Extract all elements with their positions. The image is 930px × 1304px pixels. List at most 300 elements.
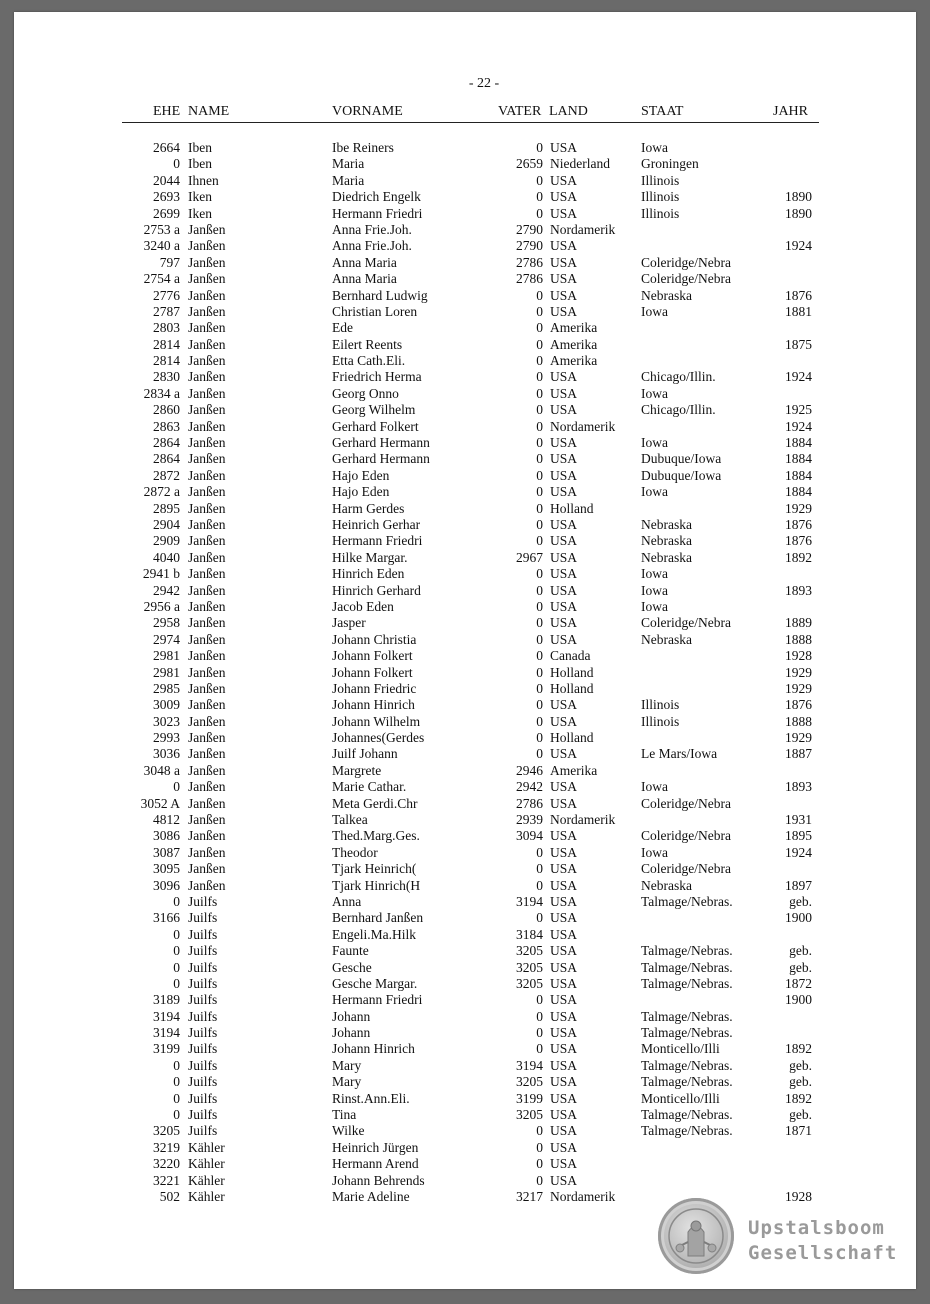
cell-staat: Talmage/Nebras.: [641, 975, 733, 991]
cell-name: Janßen: [188, 861, 226, 877]
table-row: [14, 1173, 916, 1189]
cell-land: USA: [550, 533, 578, 549]
cell-land: USA: [550, 877, 578, 893]
cell-vorname: Christian Loren: [332, 303, 418, 319]
cell-name: Janßen: [188, 435, 226, 451]
cell-vorname: Gerhard Hermann: [332, 451, 430, 467]
cell-jahr: 1900: [785, 910, 812, 926]
header-staat: STAAT: [641, 104, 684, 119]
cell-land: USA: [550, 1008, 578, 1024]
cell-staat: Iowa: [641, 303, 668, 319]
cell-land: USA: [550, 1057, 578, 1073]
cell-staat: Groningen: [641, 156, 699, 172]
table-row: [14, 632, 916, 648]
cell-vater: 2786: [516, 795, 543, 811]
cell-staat: Talmage/Nebras.: [641, 1107, 733, 1123]
table-row: [14, 665, 916, 681]
cell-ehe: 2830: [153, 369, 180, 385]
cell-ehe: 2981: [153, 664, 180, 680]
cell-ehe: 4812: [153, 812, 180, 828]
cell-vorname: Friedrich Herma: [332, 369, 422, 385]
cell-ehe: 2787: [153, 303, 180, 319]
cell-vater: 3205: [516, 943, 543, 959]
cell-vorname: Hermann Arend: [332, 1156, 419, 1172]
cell-staat: Iowa: [641, 566, 668, 582]
cell-land: USA: [550, 205, 578, 221]
cell-land: Nordamerik: [550, 812, 616, 828]
cell-staat: Nebraska: [641, 877, 692, 893]
cell-vater: 2946: [516, 762, 543, 778]
cell-ehe: 2693: [153, 189, 180, 205]
cell-vorname: Gerhard Folkert: [332, 418, 419, 434]
cell-vorname: Anna Frie.Joh.: [332, 221, 412, 237]
cell-jahr: geb.: [789, 1074, 812, 1090]
cell-ehe: 3240 a: [143, 238, 180, 254]
cell-ehe: 3219: [153, 1139, 180, 1155]
cell-name: Kähler: [188, 1139, 225, 1155]
cell-vater: 0: [536, 861, 543, 877]
cell-jahr: 1889: [785, 615, 812, 631]
cell-jahr: 1875: [785, 336, 812, 352]
cell-ehe: 2044: [153, 172, 180, 188]
cell-land: USA: [550, 959, 578, 975]
cell-jahr: 1925: [785, 402, 812, 418]
cell-vater: 0: [536, 1025, 543, 1041]
cell-vorname: Heinrich Jürgen: [332, 1139, 419, 1155]
cell-ehe: 2814: [153, 336, 180, 352]
cell-name: Janßen: [188, 795, 226, 811]
cell-land: USA: [550, 1074, 578, 1090]
cell-name: Janßen: [188, 418, 226, 434]
cell-ehe: 3087: [153, 844, 180, 860]
table-row: [14, 812, 916, 828]
table-row: [14, 288, 916, 304]
cell-vater: 0: [536, 1172, 543, 1188]
cell-land: USA: [550, 1123, 578, 1139]
cell-jahr: 1884: [785, 435, 812, 451]
cell-ehe: 2895: [153, 500, 180, 516]
cell-ehe: 3096: [153, 877, 180, 893]
cell-vorname: Hinrich Eden: [332, 566, 405, 582]
cell-ehe: 2699: [153, 205, 180, 221]
cell-jahr: 1884: [785, 467, 812, 483]
cell-vorname: Mary: [332, 1057, 362, 1073]
cell-vater: 0: [536, 566, 543, 582]
cell-staat: Monticello/Illi: [641, 1090, 720, 1106]
cell-jahr: 1888: [785, 713, 812, 729]
cell-vater: 0: [536, 172, 543, 188]
cell-vater: 0: [536, 435, 543, 451]
cell-vater: 3205: [516, 959, 543, 975]
cell-land: USA: [550, 746, 578, 762]
cell-ehe: 2958: [153, 615, 180, 631]
cell-staat: Coleridge/Nebra: [641, 615, 731, 631]
cell-staat: Talmage/Nebras.: [641, 1057, 733, 1073]
table-row: [14, 878, 916, 894]
cell-vorname: Johannes(Gerdes: [332, 730, 425, 746]
cell-vater: 0: [536, 648, 543, 664]
cell-vorname: Marie Cathar.: [332, 779, 407, 795]
cell-vater: 2659: [516, 156, 543, 172]
cell-vater: 0: [536, 992, 543, 1008]
cell-land: USA: [550, 271, 578, 287]
cell-ehe: 3194: [153, 1008, 180, 1024]
cell-vorname: Marie Adeline: [332, 1189, 410, 1204]
header-vorname: VORNAME: [332, 104, 403, 119]
cell-name: Janßen: [188, 680, 226, 696]
cell-staat: Iowa: [641, 435, 668, 451]
cell-ehe: 3086: [153, 828, 180, 844]
cell-name: Janßen: [188, 451, 226, 467]
cell-vater: 3094: [516, 828, 543, 844]
cell-vorname: Hilke Margar.: [332, 549, 408, 565]
cell-jahr: 1884: [785, 484, 812, 500]
cell-jahr: 1892: [785, 1090, 812, 1106]
cell-ehe: 3220: [153, 1156, 180, 1172]
table-row: [14, 140, 916, 156]
table-row: [14, 1107, 916, 1123]
cell-land: Amerika: [550, 336, 598, 352]
cell-jahr: 1892: [785, 1041, 812, 1057]
cell-name: Janßen: [188, 549, 226, 565]
header-vater: VATER: [498, 104, 542, 119]
cell-jahr: 1872: [785, 975, 812, 991]
cell-ehe: 3194: [153, 1025, 180, 1041]
cell-vorname: Hermann Friedri: [332, 533, 423, 549]
cell-vorname: Tjark Hinrich(H: [332, 877, 421, 893]
cell-vorname: Jacob Eden: [332, 598, 394, 614]
cell-ehe: 2864: [153, 435, 180, 451]
cell-ehe: 2909: [153, 533, 180, 549]
cell-land: USA: [550, 926, 578, 942]
table-row: [14, 1156, 916, 1172]
cell-jahr: 1924: [785, 238, 812, 254]
cell-jahr: 1888: [785, 631, 812, 647]
cell-vorname: Anna Frie.Joh.: [332, 238, 412, 254]
cell-land: USA: [550, 369, 578, 385]
cell-land: USA: [550, 910, 578, 926]
cell-land: USA: [550, 1107, 578, 1123]
cell-name: Juilfs: [188, 910, 218, 926]
cell-staat: Illinois: [641, 172, 680, 188]
cell-staat: Iowa: [641, 582, 668, 598]
cell-vorname: Maria: [332, 156, 365, 172]
cell-vater: 0: [536, 1008, 543, 1024]
cell-land: USA: [550, 566, 578, 582]
cell-name: Juilfs: [188, 943, 218, 959]
cell-land: Amerika: [550, 353, 598, 369]
table-row: [14, 828, 916, 844]
cell-land: USA: [550, 582, 578, 598]
cell-ehe: 0: [173, 779, 180, 795]
header-name: NAME: [188, 104, 230, 119]
society-name-line1: Upstalsboom: [748, 1217, 885, 1239]
cell-staat: Nebraska: [641, 533, 692, 549]
cell-name: Janßen: [188, 484, 226, 500]
cell-ehe: 0: [173, 1074, 180, 1090]
cell-staat: Illinois: [641, 205, 680, 221]
cell-ehe: 2860: [153, 402, 180, 418]
cell-vorname: Engeli.Ma.Hilk: [332, 926, 416, 942]
cell-vater: 3194: [516, 1057, 543, 1073]
table-row: [14, 517, 916, 533]
table-row: [14, 583, 916, 599]
table-row: [14, 730, 916, 746]
cell-jahr: 1876: [785, 287, 812, 303]
cell-land: USA: [550, 516, 578, 532]
table-row: [14, 320, 916, 336]
cell-jahr: 1929: [785, 730, 812, 746]
cell-ehe: 3199: [153, 1041, 180, 1057]
cell-ehe: 2864: [153, 451, 180, 467]
cell-vater: 0: [536, 730, 543, 746]
cell-staat: Nebraska: [641, 631, 692, 647]
table-row: [14, 910, 916, 926]
cell-ehe: 2872 a: [143, 484, 180, 500]
cell-staat: Talmage/Nebras.: [641, 1025, 733, 1041]
cell-name: Juilfs: [188, 1008, 218, 1024]
cell-ehe: 2863: [153, 418, 180, 434]
cell-land: USA: [550, 713, 578, 729]
cell-name: Janßen: [188, 828, 226, 844]
cell-land: USA: [550, 975, 578, 991]
cell-staat: Iowa: [641, 844, 668, 860]
cell-ehe: 2753 a: [143, 221, 180, 237]
document-page: [14, 12, 916, 1289]
cell-staat: Iowa: [641, 140, 668, 155]
cell-vater: 3205: [516, 975, 543, 991]
table-body: [14, 140, 916, 1205]
table-row: [14, 238, 916, 254]
table-row: [14, 156, 916, 172]
cell-land: USA: [550, 631, 578, 647]
cell-vater: 0: [536, 140, 543, 155]
cell-jahr: 1929: [785, 500, 812, 516]
cell-vorname: Rinst.Ann.Eli.: [332, 1090, 410, 1106]
table-row: [14, 369, 916, 385]
cell-land: USA: [550, 402, 578, 418]
cell-name: Janßen: [188, 467, 226, 483]
cell-vater: 3199: [516, 1090, 543, 1106]
cell-staat: Talmage/Nebras.: [641, 959, 733, 975]
cell-vater: 2790: [516, 221, 543, 237]
table-row: [14, 746, 916, 762]
cell-name: Juilfs: [188, 992, 218, 1008]
society-name: [748, 1216, 897, 1266]
cell-vorname: Georg Wilhelm: [332, 402, 416, 418]
table-row: [14, 599, 916, 615]
cell-vater: 0: [536, 877, 543, 893]
cell-land: USA: [550, 992, 578, 1008]
cell-vorname: Johann Folkert: [332, 648, 413, 664]
cell-vorname: Talkea: [332, 812, 368, 828]
cell-staat: Talmage/Nebras.: [641, 1008, 733, 1024]
cell-vorname: Jasper: [332, 615, 366, 631]
cell-jahr: 1893: [785, 582, 812, 598]
cell-vater: 3205: [516, 1107, 543, 1123]
cell-vorname: Johann Wilhelm: [332, 713, 421, 729]
table-row: [14, 845, 916, 861]
cell-land: USA: [550, 844, 578, 860]
cell-land: Nordamerik: [550, 1189, 616, 1204]
cell-jahr: geb.: [789, 959, 812, 975]
cell-vorname: Juilf Johann: [332, 746, 398, 762]
cell-staat: Coleridge/Nebra: [641, 861, 731, 877]
cell-ehe: 2834 a: [143, 385, 180, 401]
cell-staat: Talmage/Nebras.: [641, 943, 733, 959]
cell-vorname: Tina: [332, 1107, 357, 1123]
cell-jahr: geb.: [789, 1057, 812, 1073]
cell-vater: 0: [536, 189, 543, 205]
cell-name: Janßen: [188, 516, 226, 532]
cell-name: Janßen: [188, 287, 226, 303]
cell-ehe: 2814: [153, 353, 180, 369]
cell-land: USA: [550, 287, 578, 303]
cell-staat: Coleridge/Nebra: [641, 828, 731, 844]
cell-name: Janßen: [188, 631, 226, 647]
cell-name: Juilfs: [188, 926, 218, 942]
cell-jahr: 1895: [785, 828, 812, 844]
cell-staat: Iowa: [641, 598, 668, 614]
cell-ehe: 797: [159, 254, 180, 270]
cell-name: Janßen: [188, 402, 226, 418]
table-row: [14, 189, 916, 205]
cell-ehe: 0: [173, 1107, 180, 1123]
cell-vorname: Anna: [332, 893, 362, 909]
cell-ehe: 2664: [153, 140, 180, 155]
cell-vorname: Hajo Eden: [332, 467, 390, 483]
cell-vorname: Diedrich Engelk: [332, 189, 421, 205]
cell-staat: Iowa: [641, 385, 668, 401]
cell-land: USA: [550, 779, 578, 795]
cell-vater: 0: [536, 451, 543, 467]
cell-name: Janßen: [188, 582, 226, 598]
cell-staat: Coleridge/Nebra: [641, 254, 731, 270]
cell-jahr: 1928: [785, 648, 812, 664]
cell-staat: Monticello/Illi: [641, 1041, 720, 1057]
cell-ehe: 502: [159, 1189, 180, 1204]
cell-jahr: 1929: [785, 680, 812, 696]
cell-vorname: Theodor: [332, 844, 378, 860]
cell-jahr: 1931: [785, 812, 812, 828]
cell-land: USA: [550, 1090, 578, 1106]
table-row: [14, 255, 916, 271]
cell-vater: 0: [536, 582, 543, 598]
cell-vorname: Etta Cath.Eli.: [332, 353, 406, 369]
table-row: [14, 615, 916, 631]
cell-name: Iken: [188, 189, 212, 205]
cell-vorname: Hajo Eden: [332, 484, 390, 500]
cell-name: Juilfs: [188, 959, 218, 975]
cell-vater: 0: [536, 320, 543, 336]
cell-name: Juilfs: [188, 975, 218, 991]
cell-land: USA: [550, 467, 578, 483]
cell-vorname: Faunte: [332, 943, 369, 959]
cell-name: Janßen: [188, 730, 226, 746]
cell-vater: 3205: [516, 1074, 543, 1090]
cell-land: USA: [550, 598, 578, 614]
table-row: [14, 353, 916, 369]
cell-vater: 2786: [516, 254, 543, 270]
cell-name: Janßen: [188, 648, 226, 664]
cell-vater: 2942: [516, 779, 543, 795]
cell-land: Amerika: [550, 762, 598, 778]
table-row: [14, 714, 916, 730]
table-row: [14, 1091, 916, 1107]
cell-vorname: Hinrich Gerhard: [332, 582, 421, 598]
cell-vater: 2786: [516, 271, 543, 287]
cell-staat: Le Mars/Iowa: [641, 746, 718, 762]
cell-vater: 0: [536, 1156, 543, 1172]
cell-name: Janßen: [188, 844, 226, 860]
cell-name: Iken: [188, 205, 212, 221]
cell-land: Holland: [550, 500, 594, 516]
cell-ehe: 2872: [153, 467, 180, 483]
cell-name: Juilfs: [188, 1057, 218, 1073]
cell-name: Janßen: [188, 566, 226, 582]
cell-vater: 0: [536, 369, 543, 385]
cell-vater: 0: [536, 746, 543, 762]
cell-jahr: 1871: [785, 1123, 812, 1139]
cell-ehe: 2974: [153, 631, 180, 647]
cell-ehe: 2803: [153, 320, 180, 336]
cell-name: Janßen: [188, 598, 226, 614]
cell-land: USA: [550, 303, 578, 319]
cell-ehe: 3048 a: [143, 762, 180, 778]
cell-ehe: 3036: [153, 746, 180, 762]
cell-land: Canada: [550, 648, 591, 664]
header-jahr: JAHR: [773, 104, 809, 119]
cell-vorname: Eilert Reents: [332, 336, 403, 352]
cell-vorname: Gerhard Hermann: [332, 435, 430, 451]
cell-vater: 0: [536, 631, 543, 647]
cell-ehe: 3205: [153, 1123, 180, 1139]
table-row: [14, 927, 916, 943]
cell-jahr: geb.: [789, 1107, 812, 1123]
cell-staat: Iowa: [641, 779, 668, 795]
cell-vater: 0: [536, 353, 543, 369]
header-rule: [122, 122, 819, 123]
cell-ehe: 2942: [153, 582, 180, 598]
cell-vorname: Anna Maria: [332, 254, 397, 270]
cell-staat: Nebraska: [641, 287, 692, 303]
table-row: [14, 206, 916, 222]
cell-vater: 2967: [516, 549, 543, 565]
cell-vorname: Margrete: [332, 762, 382, 778]
cell-land: Nordamerik: [550, 418, 616, 434]
cell-ehe: 3166: [153, 910, 180, 926]
cell-ehe: 0: [173, 893, 180, 909]
page-number: - 22 -: [468, 76, 500, 91]
cell-ehe: 2956 a: [143, 598, 180, 614]
cell-land: Amerika: [550, 320, 598, 336]
cell-ehe: 2981: [153, 648, 180, 664]
cell-jahr: 1876: [785, 533, 812, 549]
cell-name: Janßen: [188, 353, 226, 369]
cell-vorname: Tjark Heinrich(: [332, 861, 417, 877]
cell-ehe: 2993: [153, 730, 180, 746]
cell-jahr: geb.: [789, 943, 812, 959]
cell-vater: 0: [536, 533, 543, 549]
cell-staat: Illinois: [641, 697, 680, 713]
table-row: [14, 550, 916, 566]
cell-staat: Nebraska: [641, 549, 692, 565]
cell-land: Nordamerik: [550, 221, 616, 237]
cell-name: Janßen: [188, 779, 226, 795]
cell-vorname: Georg Onno: [332, 385, 399, 401]
cell-land: USA: [550, 861, 578, 877]
table-row: [14, 1140, 916, 1156]
